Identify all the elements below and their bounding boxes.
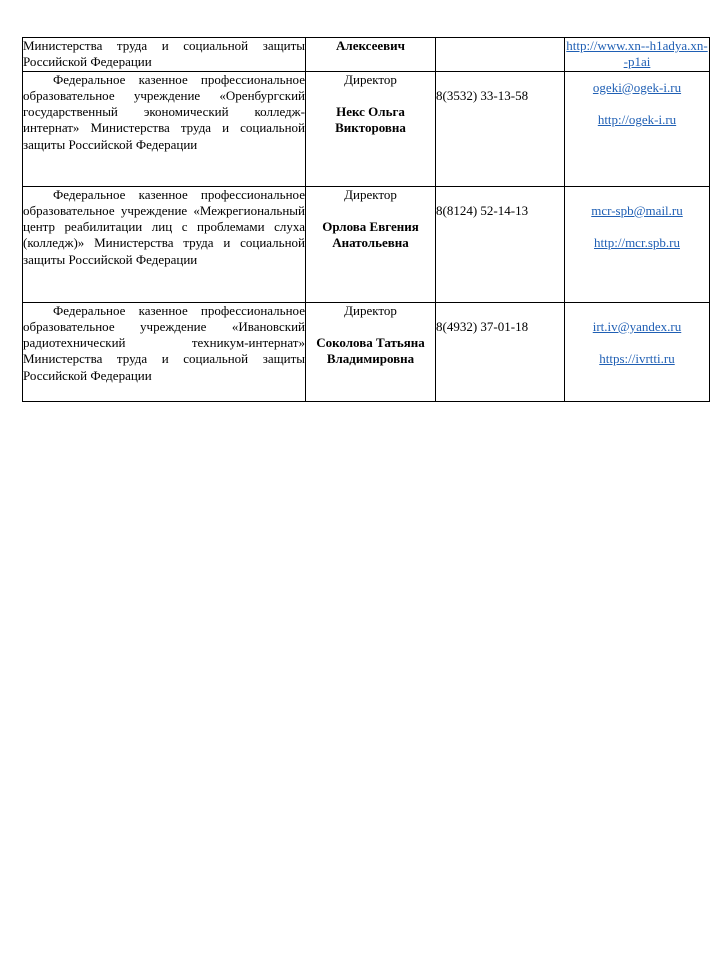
- phone-number: 8(3532) 33-13-58: [436, 87, 529, 103]
- website-link[interactable]: http://mcr.spb.ru: [594, 235, 680, 251]
- website-link[interactable]: http://www.xn--h1adya.xn--p1ai: [566, 38, 708, 70]
- director-position: Директор: [344, 302, 397, 318]
- director-name: Орлова Евгения Анатольевна: [322, 219, 419, 251]
- table-row: [23, 302, 710, 401]
- organization-name: Федеральное казенное профессиональное образовательное учреждение «Оренбургский государственный экономический колледж-интернат» Министерства труда и социальной защиты Российской Федерации: [23, 71, 305, 152]
- organization-name: Федеральное казенное профессиональное образовательное учреждение «Ивановский радиотехнический техникум-интернат» Министерства труда и социальной защиты Российской Федерации: [23, 302, 305, 383]
- director-name: Некс Ольга Викторовна: [335, 104, 406, 136]
- email-link[interactable]: ogeki@ogek-i.ru: [592, 79, 682, 95]
- organization-name: Федеральное казенное профессиональное образовательное учреждение «Межрегиональный центр реабилитации лиц с проблемами слуха (колледж)» Министерства труда и социальной защиты Российской Федерации: [23, 186, 305, 267]
- phone-number: 8(8124) 52-14-13: [436, 202, 529, 218]
- organization-cell: [23, 71, 306, 186]
- table-row: [23, 71, 710, 186]
- phone-cell: [436, 71, 565, 186]
- director-name: Алексеевич: [336, 38, 405, 53]
- director-cell: [306, 71, 436, 186]
- phone-cell: [436, 186, 565, 302]
- website-link[interactable]: https://ivrtti.ru: [599, 351, 675, 367]
- phone-cell: [436, 38, 565, 72]
- website-link[interactable]: http://ogek-i.ru: [597, 112, 677, 128]
- director-cell: [306, 302, 436, 401]
- director-position: Директор: [344, 71, 397, 87]
- table-row: [23, 186, 710, 302]
- director-cell: [306, 38, 436, 72]
- organization-cell: [23, 38, 306, 72]
- phone-cell: [436, 302, 565, 401]
- contacts-table: [22, 37, 710, 402]
- organization-name: Министерства труда и социальной защиты Российской Федерации: [23, 38, 305, 70]
- contacts-cell: [565, 71, 710, 186]
- organization-cell: [23, 302, 306, 401]
- email-link[interactable]: mcr-spb@mail.ru: [591, 202, 683, 218]
- director-cell: [306, 186, 436, 302]
- director-name: Соколова Татьяна Владимировна: [316, 335, 425, 367]
- contacts-cell: [565, 186, 710, 302]
- email-link[interactable]: irt.iv@yandex.ru: [592, 318, 682, 334]
- organization-cell: [23, 186, 306, 302]
- table-row: [23, 38, 710, 72]
- contacts-cell: [565, 302, 710, 401]
- director-position: Директор: [344, 186, 397, 202]
- contacts-cell: [565, 38, 710, 72]
- phone-number: 8(4932) 37-01-18: [436, 318, 529, 334]
